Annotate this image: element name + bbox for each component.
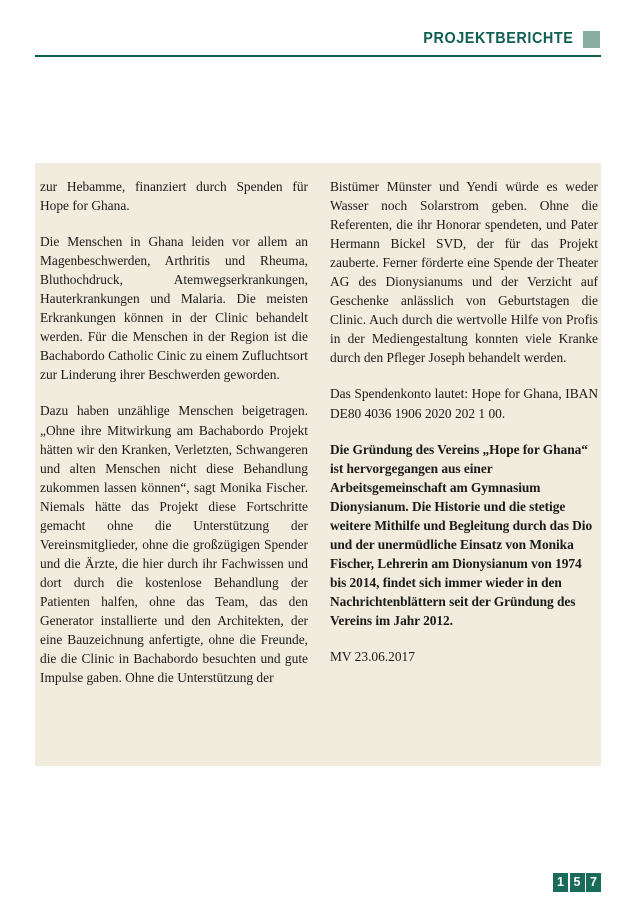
- paragraph: Die Menschen in Ghana leiden vor allem an Magenbeschwerden, Arthritis und Rheuma, Bluthochdruck, Atemwegserkrankungen, Hauterkrankungen und Malaria. Die meisten Erkrankungen können in der Clinic behandelt werden. Für die Menschen in der Region ist die Bachabordo Catholic Cinic zu einem Zufluchtsort zur Linderung ihrer Beschwerden geworden.: [40, 234, 308, 383]
- donation-account-paragraph: Das Spendenkonto lautet: Hope for Ghana, IBAN DE80 4036 1906 2020 202 1 00.: [330, 386, 598, 421]
- page-number-folio: [553, 873, 601, 892]
- left-text-column: [40, 177, 308, 766]
- two-column-layout: [35, 177, 601, 766]
- paragraph: Bistümer Münster und Yendi würde es weder Wasser noch Solarstrom geben. Ohne die Referenten, die ihr Honorar spendeten, und Pater Hermann Bickel SVD, der für das Projekt zauberte. Ferner förderte eine Spende der Theater AG des Dionysianums und der Verzicht auf Geschenke anlässlich von Geburtstagen die Clinic. Auch durch die wertvolle Hilfe von Profis in der Mediengestaltung konnten viele Kranke durch den Pfleger Joseph behandelt werden.: [330, 179, 598, 366]
- header-divider-rule: [35, 55, 601, 57]
- page-number-digit: 5: [570, 873, 585, 892]
- header-accent-square-icon: [583, 31, 600, 48]
- right-text-column: [330, 177, 598, 766]
- emphasis-paragraph: Die Gründung des Vereins „Hope for Ghana“ ist hervorgegangen aus einer Arbeitsgemeinschaft am Gymnasium Dionysianum. Die Historie und die stetige weitere Mithilfe und Begleitung durch das Dio und der unermüdliche Einsatz von Monika Fischer, Lehrerin am Dionysianum von 1974 bis 2014, findet sich immer wieder in den Nachrichtenblättern seit der Gründung des Vereins im Jahr 2012.: [330, 441, 593, 628]
- article-content-block: [35, 163, 601, 766]
- paragraph: Dazu haben unzählige Menschen beigetragen. „Ohne ihre Mitwirkung am Bachabordo Projekt hätten wir den Kranken, Verletzten, Schwangeren und alten Menschen nicht diese Behandlung zukommen lassen können“, sagt Monika Fischer. Niemals hätte das Projekt diese Fortschritte gemacht ohne die Unterstützung der Vereinsmitglieder, ohne die großzügigen Spender und die Ärzte, die hier durch ihr Fachwissen und dort durch die kostenlose Behandlung der Patienten halfen, ohne das Team, das den Generator installierte und den Architekten, der eine Bauzeichnung anfertigte, ohne die Freunde, die die Clinic in Bachabordo besuchten und gute Impulse gaben. Ohne die Unterstützung der: [40, 403, 308, 686]
- page-number-digit: 1: [553, 873, 568, 892]
- page-running-head: [35, 24, 600, 54]
- page-title: PROJEKTBERICHTE: [422, 30, 573, 47]
- paragraph: zur Hebamme, finanziert durch Spenden für Hope for Ghana.: [40, 179, 308, 214]
- page-number-digit: 7: [586, 873, 601, 892]
- article-byline: MV 23.06.2017: [330, 649, 415, 665]
